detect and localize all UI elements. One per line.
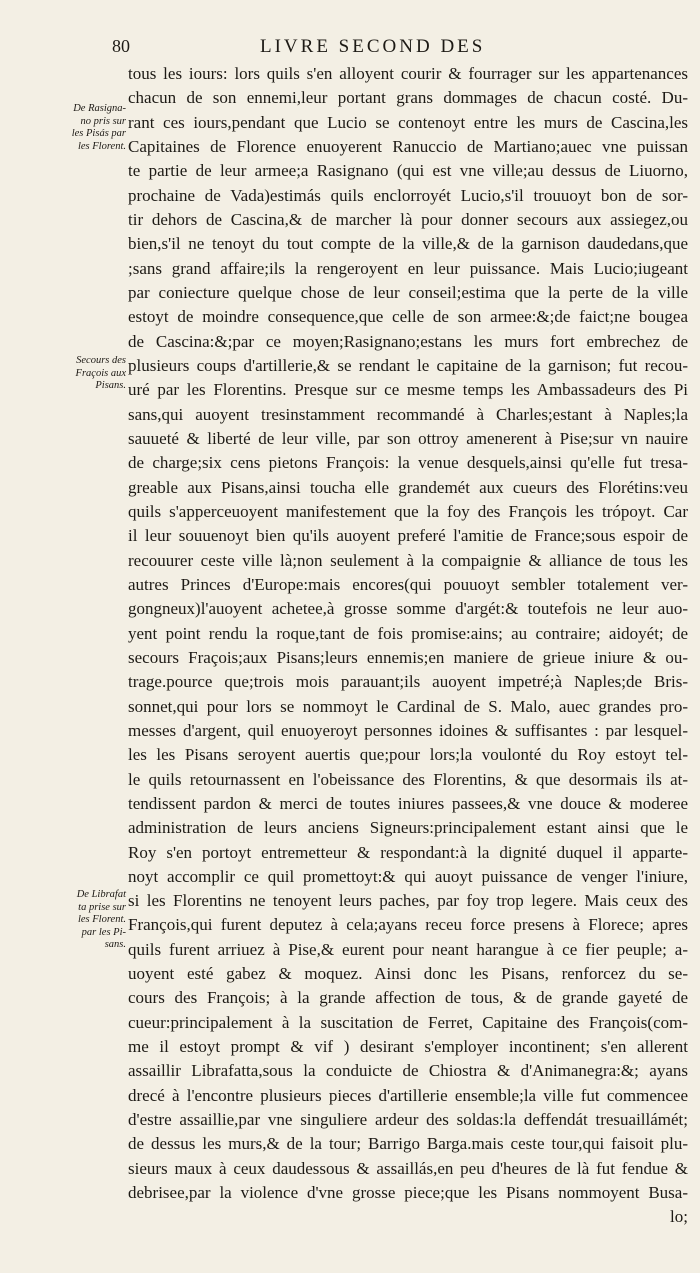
text-line: noyt accomplir ce quil promettoyt:& qui auoyt puissance de venger l'iniure,	[128, 866, 688, 886]
text-line: tous les iours: lors quils s'en alloyent courir & fourrager sur les appartenances	[128, 64, 688, 83]
margin-note-line: De Rasigna-	[73, 103, 126, 114]
margin-note-line: Pisans.	[95, 380, 126, 391]
text-line: estoyt de moindre consequence,que celle de son armee:&;de faict;ne bougea	[128, 307, 688, 327]
text-line: plusieurs coups d'artillerie,& se rendant le capitaine de la garnison; fut recou-	[128, 355, 688, 375]
text-line: de Cascina:&;par ce moyen;Rasignano;estans les murs fort embrechez de	[128, 331, 688, 351]
text-line: trage.pource que;trois mois parauant;ils auoyent impetré;à Naples;de Bris-	[128, 672, 688, 692]
text-line: cours des François; à la grande affection de tous, & de grande gayeté de	[128, 988, 688, 1008]
text-line: drecé à l'encontre plusieurs pieces d'artillerie ensemble;la ville fut commencee	[128, 1085, 688, 1105]
text-line: de dessus les murs,& de la tour; Barrigo Barga.mais ceste tour,qui faisoit plu-	[128, 1134, 688, 1154]
text-line: chacun de son ennemi,leur portant grans dommages de chacun costé. Du-	[128, 88, 688, 108]
text-line: François,qui furent deputez à cela;ayans receu force presens à Florece; apres	[128, 915, 688, 935]
margin-note-line: sans.	[104, 939, 126, 950]
text-line: recouurer ceste ville là;non seulement à la compaignie & alliance de tous les	[128, 550, 688, 570]
text-line: Roy s'en portoyt entremetteur & respondant:à la dignité duquel il apparte-	[128, 842, 688, 862]
text-line: uré par les Florentins. Presque sur ce mesme temps les Ambassadeurs des Pi	[128, 380, 688, 400]
text-line: par coniecture quelque chose de leur conseil;estima que la perte de la ville	[128, 282, 688, 302]
body-text	[128, 62, 688, 1230]
page-number: 80	[112, 36, 130, 56]
text-line: Capitaines de Florence enuoyerent Ranuccio de Martiano;auec vne puissan	[128, 136, 688, 156]
text-line: yent point rendu la roque,tant de fois promise:ains; au contraire; aidoyét; de	[128, 623, 688, 643]
text-line: gongneux)l'auoyent achetee,à grosse somme d'argét:& toutefois ne leur auo-	[128, 599, 688, 619]
text-line: sieurs maux à ceux daudessous & assaillás,en peu d'heures de là fut fendue &	[128, 1158, 688, 1178]
text-line: tendissent pardon & merci de toutes iniures passees,& vne douce & moderee	[128, 793, 688, 813]
text-line: uoyent esté gabez & moquez. Ainsi donc les Pisans, renforcez du se-	[128, 964, 688, 984]
text-line: greable aux Pisans,ainsi toucha elle grandemét aux cueurs des Florétins:veu	[128, 477, 688, 497]
margin-note-line: De Librafat	[76, 889, 126, 900]
text-line: secours Fraçois;aux Pisans;leurs ennemis;en maniere de grieue iniure & ou-	[128, 647, 688, 667]
text-line: me il estoyt prompt & vif ) desirant s'employer incontinent; s'en allerent	[128, 1037, 688, 1057]
margin-note-line: Fraçois aux	[75, 367, 126, 379]
margin-note-librafatta	[56, 889, 126, 952]
running-title: LIVRE SECOND DES	[260, 36, 486, 57]
margin-note-line: les Pisás par	[71, 128, 126, 139]
text-line: lo;	[670, 1207, 688, 1227]
text-line: quils s'apperceuoyent manifestement que la foy des François les trópoyt. Car	[128, 501, 688, 521]
text-line: autres Princes d'Europe:mais encores(qui pouuoyt sembler totalement ver-	[128, 574, 688, 594]
text-line: te partie de leur armee;a Rasignano (qui est vne ville;au dessus de Liuorno,	[128, 161, 688, 181]
text-line: assaillir Librafatta,sous la conduicte de Chiostra & d'Animanegra:&; ayans	[128, 1061, 688, 1081]
text-line: rant ces iours,pendant que Lucio se contenoyt entre les murs de Cascina,les	[128, 112, 688, 132]
margin-note-line: les Florent.	[77, 914, 126, 925]
text-line: prochaine de Vada)estimás quils enclorroyét Lucio,s'il trouuoyt bon de sor-	[128, 185, 688, 205]
text-line: tir dehors de Cascina,& de marcher là pour donner secours aux assiegez,ou	[128, 209, 688, 229]
text-line: debrisee,par la violence d'vne grosse piece;que les Pisans nommoyent Busa-	[128, 1183, 688, 1203]
text-line: si les Florentins ne tenoyent leurs paches, par foy trop legere. Mais ceux des	[128, 891, 688, 911]
margin-note-line: no pris sur	[80, 115, 126, 127]
text-line: cueur:principalement à la suscitation de Ferret, Capitaine des François(com-	[128, 1012, 688, 1032]
margin-note-line: les Florent.	[77, 140, 126, 152]
text-line: quils furent arriuez à Pise,& eurent pour neant harangue à ce fier peuple; a-	[128, 939, 688, 959]
text-line: les les Pisans seroyent auertis que;pour lors;la voulonté du Roy estoyt tel-	[128, 745, 688, 765]
text-line: il leur souuenoyt bien qu'ils auoyent preferé l'amitie de France;sous espoir de	[128, 526, 688, 546]
text-line: ;sans grand affaire;ils la rengeroyent en leur puissance. Mais Lucio;iugeant	[128, 258, 688, 278]
margin-note-rasignano	[56, 103, 126, 153]
text-line: bien,s'il ne tenoyt du tout compte de la ville,& de la garnison daudedans,que	[128, 234, 688, 254]
margin-note-line: par les Pi-	[81, 926, 126, 938]
page-header	[112, 36, 700, 60]
text-line: sans,qui auoyent tresinstamment recommandé à Charles;estant à Naples;la	[128, 404, 688, 424]
text-line: administration de leurs anciens Signeurs:principalement estant ainsi que le	[128, 818, 688, 838]
text-line: sonnet,qui pour lors se nommoyt le Cardinal de S. Malo, auec grandes pro-	[128, 696, 688, 716]
text-line: messes d'argent, quil enuoyeroyt personnes idoines & suffisantes : par lesquel-	[128, 720, 688, 740]
text-line: le quils retournassent en l'obeissance des Florentins, & que desormais ils at-	[128, 769, 688, 789]
text-line: d'estre assaillie,par vne singuliere ardeur des soldas:la deffendát tresuaillámét;	[128, 1110, 688, 1130]
margin-note-secours	[56, 355, 126, 393]
text-line: de charge;six cens pietons François: la venue desquels,ainsi qu'elle fut tresa-	[128, 453, 688, 473]
margin-note-line: Secours des	[76, 355, 126, 366]
text-line: sauueté & liberté de leur ville, par son ottroy amenerent à Pise;sur vn nauire	[128, 428, 688, 448]
margin-note-line: ta prise sur	[78, 901, 126, 913]
